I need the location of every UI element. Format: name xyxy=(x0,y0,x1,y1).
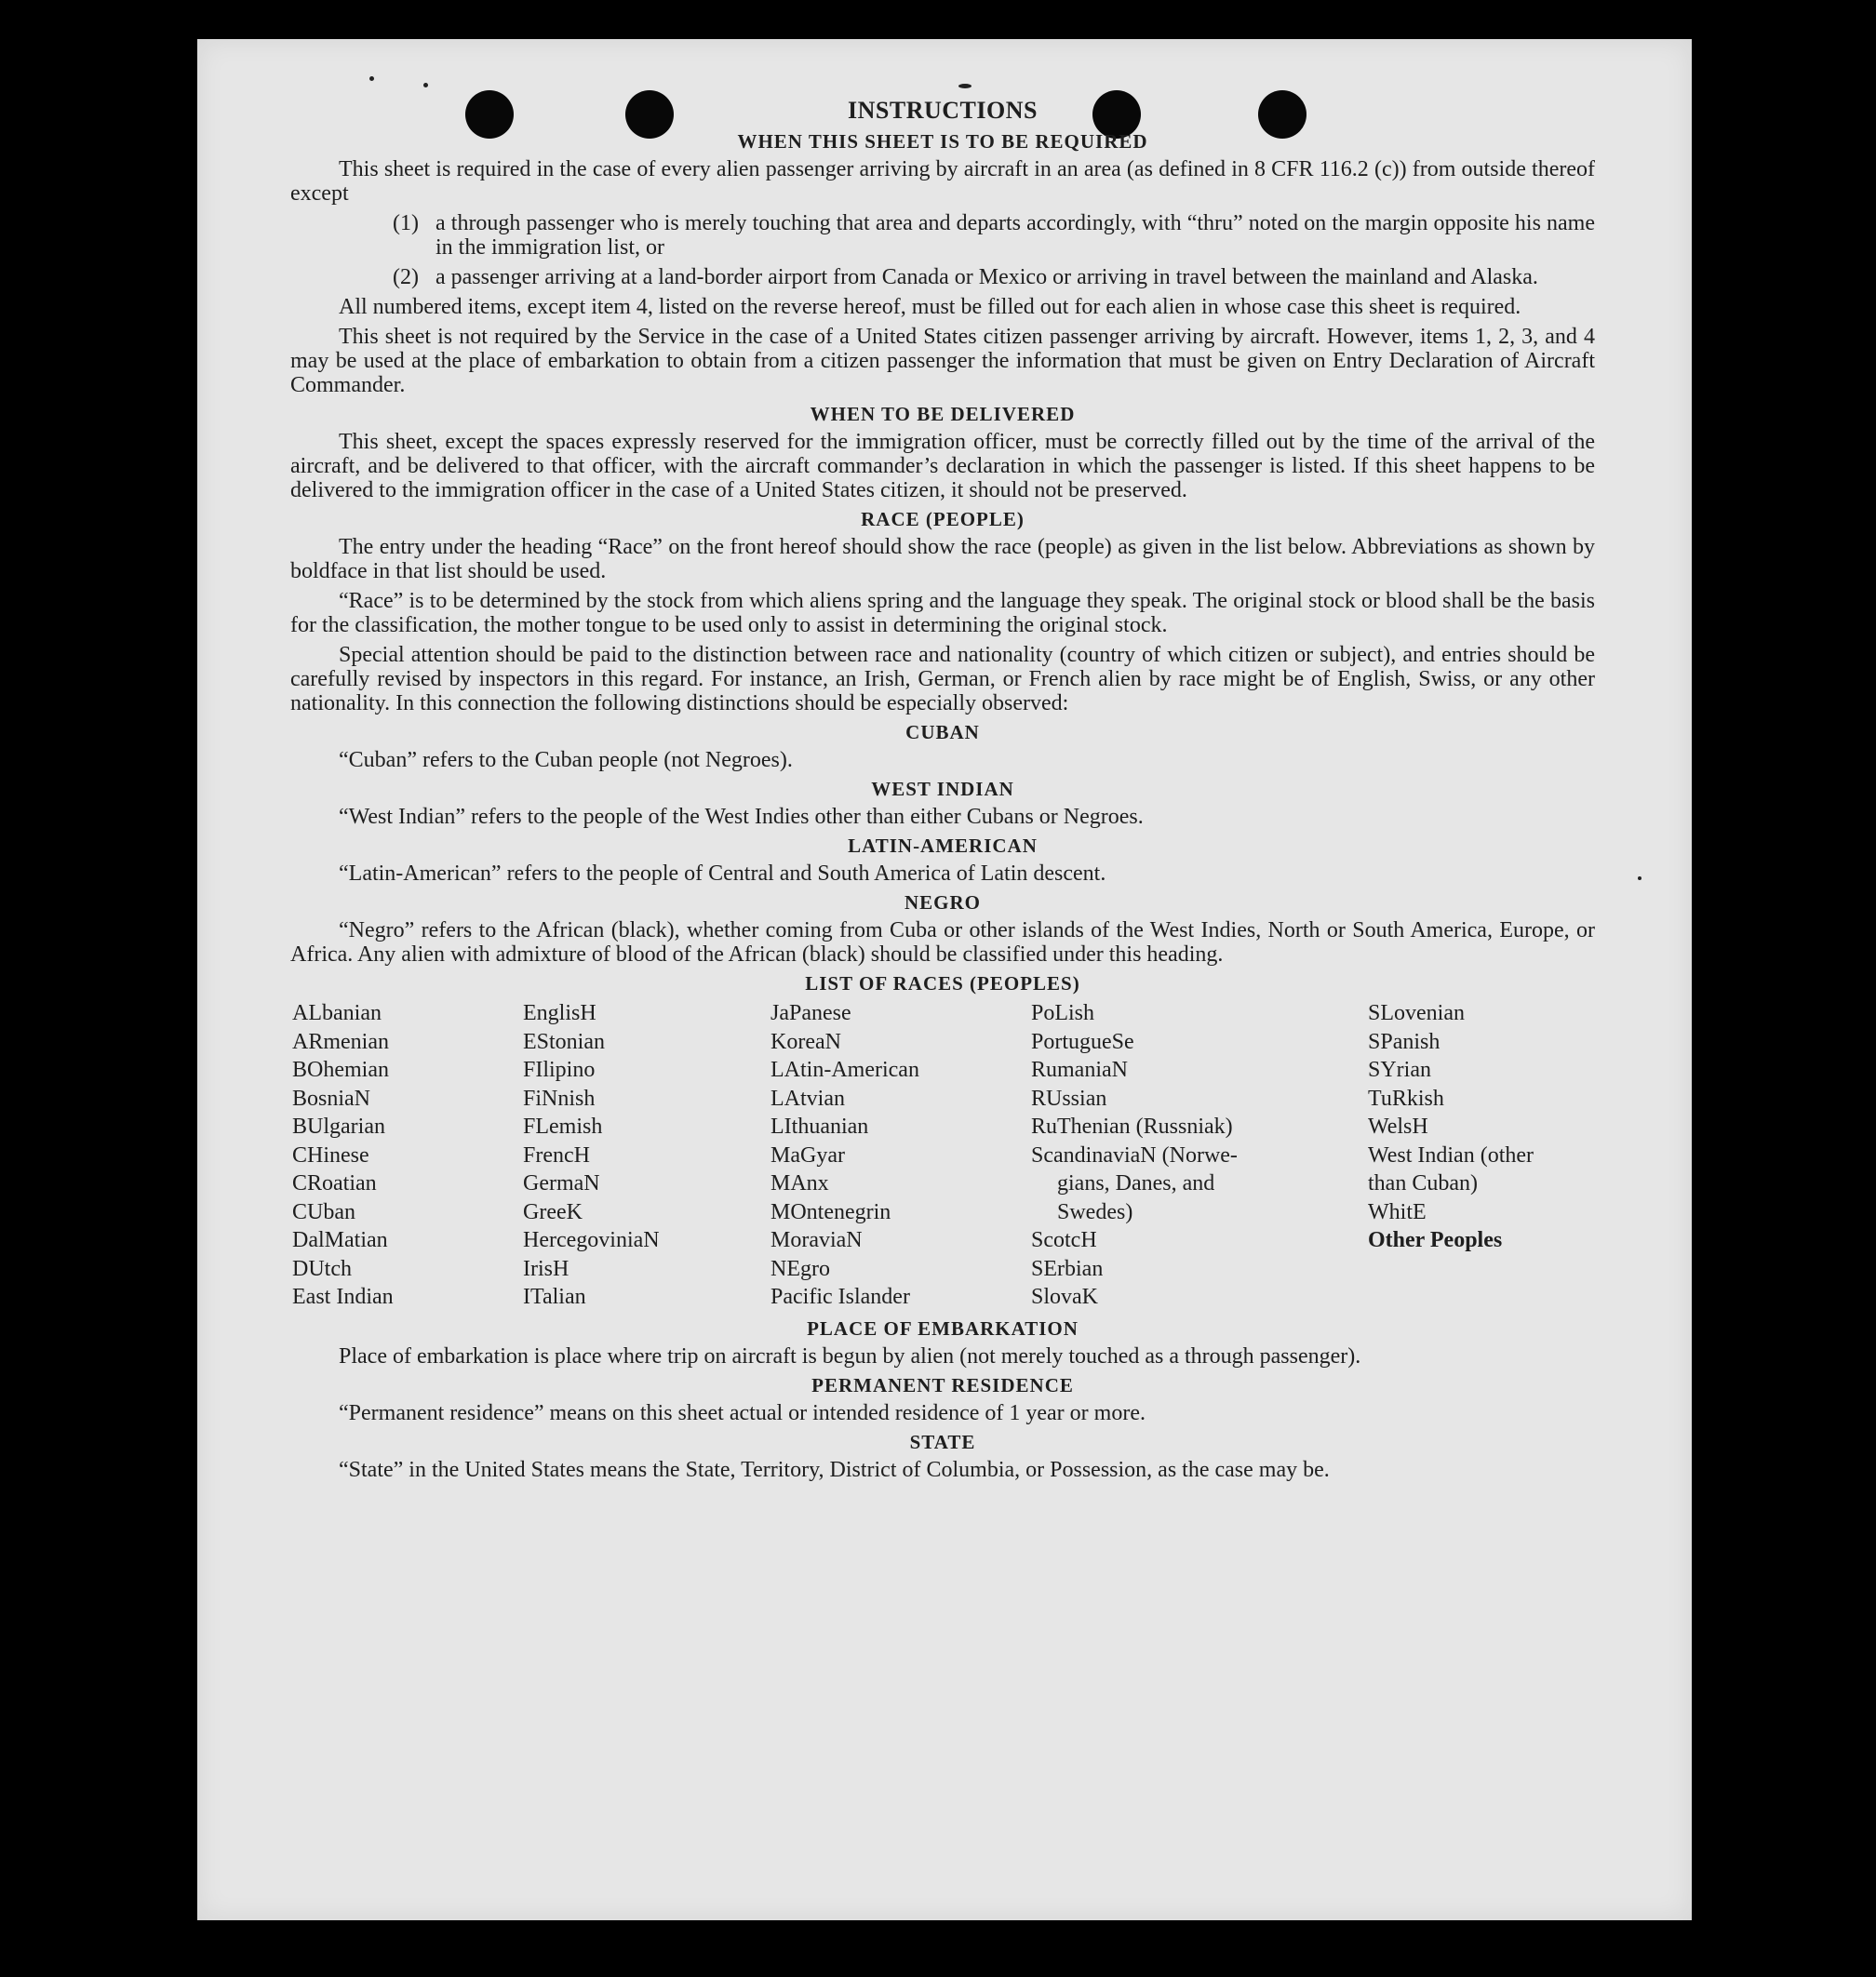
race-entry: DalMatian xyxy=(292,1228,388,1252)
paragraph: This sheet is required in the case of every alien passenger arriving by aircraft in an area (as defined in 8 CFR 116.2 (c)) from outside thereof except xyxy=(290,157,1595,206)
race-entry: FrencH xyxy=(523,1142,590,1168)
speck xyxy=(958,84,972,88)
race-entry: MaGyar xyxy=(770,1142,845,1168)
race-entry: LIthuanian xyxy=(770,1115,869,1139)
paragraph: This sheet is not required by the Service in the case of a United States citizen passenger arriving by aircraft. However, items 1, 2, 3, and 4 may be used at the place of embarkation to obtain from a citizen passenger the information that must be given on Entry Declaration of Aircraft Commander. xyxy=(290,325,1595,397)
race-entry: TuRkish xyxy=(1368,1086,1444,1111)
race-entry: KoreaN xyxy=(770,1029,841,1054)
section-heading: STATE xyxy=(909,1430,976,1453)
paragraph: “Negro” refers to the African (black), whether coming from Cuba or other islands of the West Indies, North or South America, Europe, or Africa. Any alien with admixture of blood of the African (black) should be classified under this heading. xyxy=(290,918,1595,967)
paragraph: “Cuban” refers to the Cuban people (not Negroes). xyxy=(339,748,793,772)
race-entry: FIlipino xyxy=(523,1058,596,1082)
race-entry: MOntenegrin xyxy=(770,1199,891,1224)
race-entry: RUssian xyxy=(1031,1086,1107,1111)
race-entry-continuation: Swedes) xyxy=(1057,1199,1133,1224)
race-entry: FLemish xyxy=(523,1115,603,1139)
item-number: (2) xyxy=(393,265,419,289)
race-entry: ALbanian xyxy=(292,1001,382,1025)
race-entry: EnglisH xyxy=(523,1001,596,1025)
race-entry: LAtin-American xyxy=(770,1058,919,1082)
race-entry: ScandinaviaN (Norwe- xyxy=(1031,1142,1238,1168)
speck xyxy=(1638,876,1642,880)
item-number: (1) xyxy=(393,211,419,235)
section-heading: LATIN-AMERICAN xyxy=(848,835,1038,857)
section-heading: WHEN THIS SHEET IS TO BE REQUIRED xyxy=(737,130,1148,153)
race-entry: BosniaN xyxy=(292,1086,370,1111)
race-entry: MoraviaN xyxy=(770,1228,863,1252)
race-entry: BOhemian xyxy=(292,1058,389,1082)
section-heading: LIST OF RACES (PEOPLES) xyxy=(805,972,1080,995)
item-text: a through passenger who is merely touching that area and departs accordingly, with “thru” noted on the margin opposite his name in the immigration list, or xyxy=(436,211,1595,260)
race-entry: East Indian xyxy=(292,1285,394,1309)
race-entry: MAnx xyxy=(770,1171,829,1196)
section-heading: RACE (PEOPLE) xyxy=(861,508,1025,530)
section-heading: NEGRO xyxy=(904,891,981,914)
race-entry: Pacific Islander xyxy=(770,1285,910,1309)
race-entry: BUlgarian xyxy=(292,1115,385,1139)
race-column xyxy=(292,999,523,1312)
paragraph: “Permanent residence” means on this sheet actual or intended residence of 1 year or more. xyxy=(339,1400,1146,1425)
race-entry: CRoatian xyxy=(292,1171,377,1196)
paragraph: This sheet, except the spaces expressly reserved for the immigration officer, must be correctly filled out by the time of the arrival of the aircraft, and be delivered to that officer, with the aircraft commander’s declaration in which the passenger is listed. If this sheet happens to be delivered to the immigration officer in the case of a United States citizen, it should not be preserved. xyxy=(290,430,1595,502)
paragraph: Place of embarkation is place where trip on aircraft is begun by alien (not merely touched as a through passenger). xyxy=(339,1343,1361,1369)
race-entry: FiNnish xyxy=(523,1086,596,1111)
race-entry: NEgro xyxy=(770,1256,830,1281)
race-list xyxy=(292,999,1595,1312)
race-entry: ARmenian xyxy=(292,1029,389,1054)
paragraph: The entry under the heading “Race” on the front hereof should show the race (people) as given in the list below. Abbreviations as shown by boldface in that list should be used. xyxy=(290,535,1595,583)
race-entry: RuThenian (Russniak) xyxy=(1031,1115,1233,1139)
race-entry: GermaN xyxy=(523,1171,600,1196)
paragraph: “State” in the United States means the State, Territory, District of Columbia, or Possession, as the case may be. xyxy=(339,1457,1330,1482)
race-entry: CUban xyxy=(292,1199,355,1224)
race-entry-continuation: gians, Danes, and xyxy=(1057,1171,1215,1196)
race-entry: GreeK xyxy=(523,1199,583,1224)
race-entry-continuation: than Cuban) xyxy=(1368,1171,1478,1196)
race-entry: PoLish xyxy=(1031,1001,1095,1025)
race-entry: WhitE xyxy=(1368,1199,1427,1224)
race-entry: SLovenian xyxy=(1368,1001,1465,1025)
race-entry: SlovaK xyxy=(1031,1285,1098,1309)
race-column xyxy=(523,999,770,1312)
race-entry: West Indian (other xyxy=(1368,1142,1534,1168)
race-entry: SErbian xyxy=(1031,1256,1104,1281)
paragraph: “West Indian” refers to the people of the West Indies other than either Cubans or Negroes. xyxy=(339,805,1144,829)
instructions-content xyxy=(290,97,1595,1488)
item-text: a passenger arriving at a land-border airport from Canada or Mexico or arriving in travel between the mainland and Alaska. xyxy=(436,265,1538,289)
speck xyxy=(369,76,374,81)
race-entry: DUtch xyxy=(292,1256,352,1281)
paragraph: “Race” is to be determined by the stock from which aliens spring and the language they speak. The original stock or blood shall be the basis for the classification, the mother tongue to be used only to assist in determining the original stock. xyxy=(290,589,1595,637)
race-entry: ScotcH xyxy=(1031,1228,1097,1252)
list-item xyxy=(393,265,1595,289)
paragraph: Special attention should be paid to the distinction between race and nationality (country of which citizen or subject), and entries should be carefully revised by inspectors in this regard. For instance, an Irish, German, or French alien by race might be of English, Swiss, or any other nationality. In this connection the following distinctions should be especially observed: xyxy=(290,643,1595,715)
section-heading: PLACE OF EMBARKATION xyxy=(807,1316,1079,1340)
race-entry: IrisH xyxy=(523,1256,570,1281)
race-entry: LAtvian xyxy=(770,1086,845,1111)
race-entry: HercegoviniaN xyxy=(523,1228,660,1252)
race-column xyxy=(770,999,1031,1312)
race-column xyxy=(1031,999,1368,1312)
section-heading: WHEN TO BE DELIVERED xyxy=(810,403,1076,425)
race-entry: PortugueSe xyxy=(1031,1029,1134,1054)
section-heading: PERMANENT RESIDENCE xyxy=(811,1373,1074,1396)
section-heading: WEST INDIAN xyxy=(871,778,1014,800)
page-title: INSTRUCTIONS xyxy=(848,97,1038,124)
race-entry: RumaniaN xyxy=(1031,1058,1128,1082)
speck xyxy=(423,83,428,87)
race-column xyxy=(1368,999,1597,1312)
list-item xyxy=(393,211,1595,260)
race-entry: ITalian xyxy=(523,1285,586,1309)
race-entry: EStonian xyxy=(523,1029,605,1054)
race-entry: WelsH xyxy=(1368,1115,1428,1139)
paragraph: All numbered items, except item 4, listed on the reverse hereof, must be filled out for each alien in whose case this sheet is required. xyxy=(339,295,1521,319)
race-entry: CHinese xyxy=(292,1142,369,1168)
race-entry: SYrian xyxy=(1368,1058,1431,1082)
section-heading: CUBAN xyxy=(905,721,980,743)
race-entry: Other Peoples xyxy=(1368,1228,1503,1252)
race-entry: JaPanese xyxy=(770,1001,851,1025)
document-page xyxy=(197,39,1692,1920)
race-entry: SPanish xyxy=(1368,1029,1440,1054)
paragraph: “Latin-American” refers to the people of Central and South America of Latin descent. xyxy=(339,862,1106,886)
